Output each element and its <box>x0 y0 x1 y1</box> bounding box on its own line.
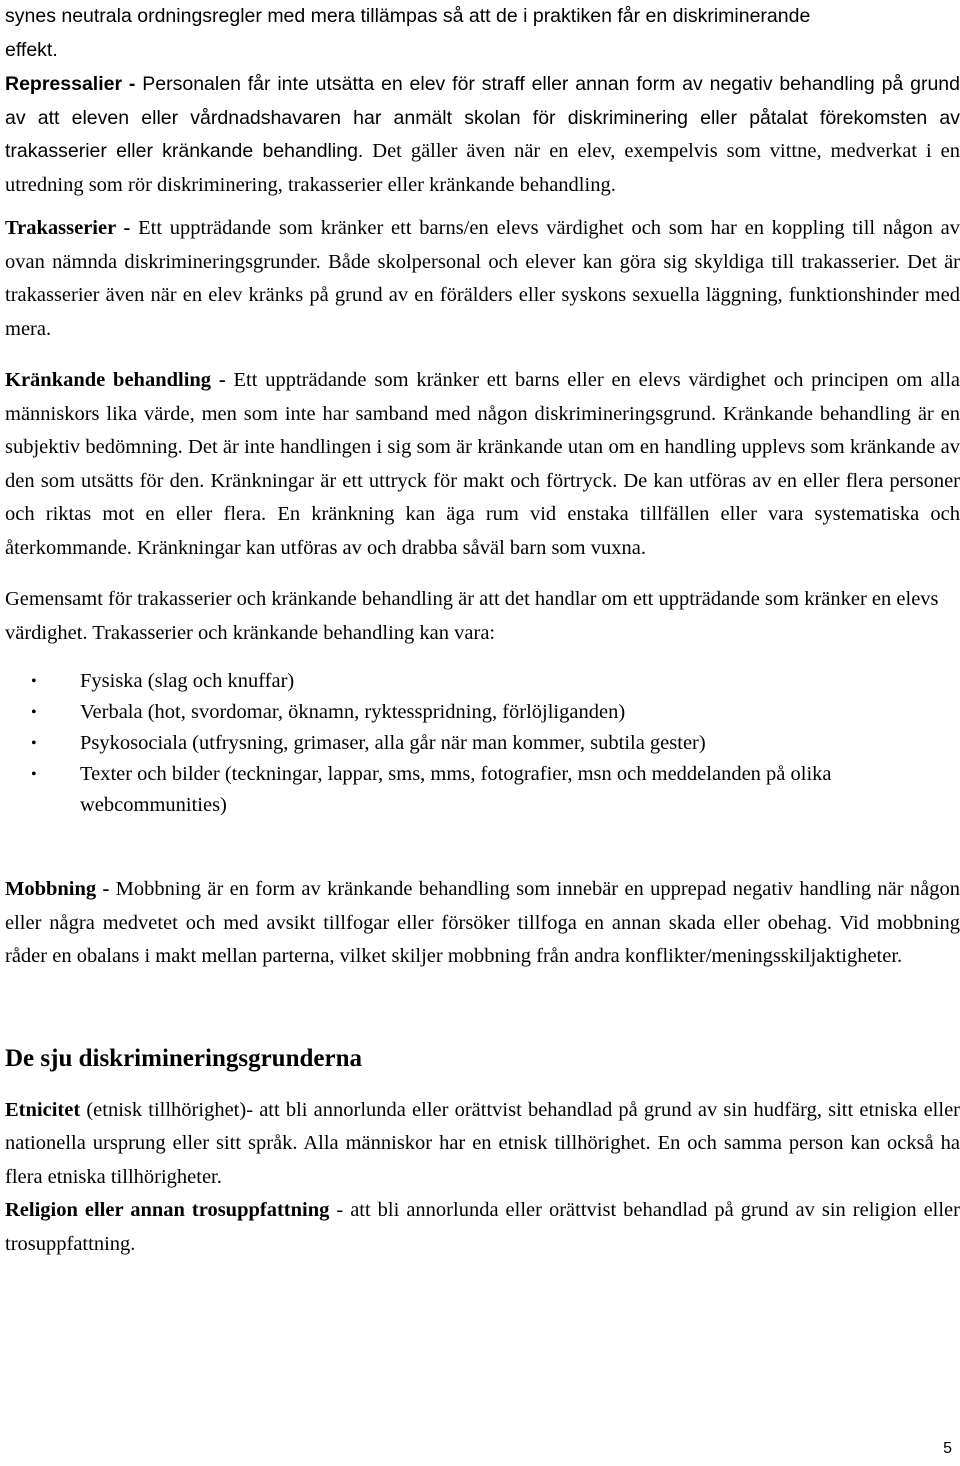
bullet-icon: • <box>31 766 37 783</box>
trakasserier-paragraph <box>5 212 960 346</box>
section-heading: De sju diskrimineringsgrunderna <box>5 1044 362 1072</box>
trakasserier-term: Trakasserier - <box>5 217 131 239</box>
etnicitet-body: (etnisk tillhörighet)- att bli annorlunda eller orättvist behandlad på grund av sin hudfärg, sitt etniska eller nationella ursprung eller sitt språk. Alla människor har en etnisk tillhörighet. En och samma person kan också ha flera etniska tillhörigheter. <box>5 1098 960 1188</box>
gemensamt-paragraph: Gemensamt för trakasserier och kränkande behandling är att det handlar om ett uppträdande som kränker en elevs värdighet. Trakasserier och kränkande behandling kan vara: <box>5 588 939 644</box>
krankande-body: Ett uppträdande som kränker ett barns eller en elevs värdighet och principen om alla människors lika värde, men som inte har samband med någon diskrimineringsgrund. Kränkande behandling är en subjektiv bedömning. Det är inte handlingen i sig som är kränkande utan om en handling upplevs som kränkande av den som utsätts för den. Kränkningar är ett uttryck för makt och förtryck. De kan utföras av en eller flera personer och riktas mot en eller flera. En kränkning kan äga rum vid enstaka tillfällen eller vara systematiska och återkommande. Kränkningar kan utföras av och drabba såväl barn som vuxna. <box>5 369 960 559</box>
etnicitet-paragraph <box>5 1094 960 1195</box>
list-item <box>31 666 960 697</box>
list-item-text: Texter och bilder (teckningar, lappar, sms, mms, fotografier, msn och meddelanden på olika webcommunities) <box>80 763 832 816</box>
list-item-text: Psykosociala (utfrysning, grimaser, alla går när man kommer, subtila gester) <box>80 732 706 754</box>
page-number: 5 <box>943 1440 952 1457</box>
document-page <box>5 0 960 1261</box>
behavior-list <box>5 666 960 821</box>
repressalier-body-serif: Det gäller även när en elev, exempelvis som vittne, medverkat i en utredning som rör diskriminering, trakasserier eller kränkande behandling. <box>5 140 960 196</box>
krankande-term: Kränkande behandling - <box>5 369 226 391</box>
etnicitet-term: Etnicitet <box>5 1098 81 1121</box>
religion-term: Religion eller annan trosuppfattning <box>5 1199 330 1221</box>
list-item-text: Verbala (hot, svordomar, öknamn, ryktesspridning, förlöjliganden) <box>80 701 626 723</box>
krankande-paragraph <box>5 364 960 565</box>
bullet-icon: • <box>31 735 37 752</box>
religion-paragraph <box>5 1194 960 1261</box>
list-item <box>31 759 960 821</box>
bullet-icon: • <box>31 704 37 721</box>
bullet-icon: • <box>31 673 37 690</box>
religion-body: - att bli annorlunda eller orättvist behandlad på grund av sin religion eller trosuppfattning. <box>5 1199 960 1255</box>
list-item <box>31 697 960 728</box>
trakasserier-body: Ett uppträdande som kränker ett barns/en elevs värdighet och som har en koppling till någon av ovan nämnda diskrimineringsgrunder. Både skolpersonal och elever kan göra sig skyldiga till trakasserier. Det är trakasserier även när en elev kränks på grund av en förälders eller syskons sexuella läggning, funktionshinder med mera. <box>5 217 960 340</box>
list-item <box>31 728 960 759</box>
mobbning-body: Mobbning är en form av kränkande behandling som innebär en upprepad negativ handling när någon eller några medvetet och med avsikt tillfogar eller försöker tillfoga en annan skada eller obehag. Vid mobbning råder en obalans i makt mellan parterna, vilket skiljer mobbning från andra konflikter/meningsskiljaktigheter. <box>5 878 960 967</box>
repressalier-body-sans: Personalen får inte utsätta en elev för straff eller annan form av negativ behandling på grund av att eleven eller vårdnadshavaren har anmält skolan för diskriminering eller påtalat förekomsten av trakasserier eller kränkande behandling. <box>5 73 960 162</box>
intro-paragraph <box>5 0 960 67</box>
intro-line-1: synes neutrala ordningsregler med mera tillämpas så att de i praktiken får en diskriminerande <box>5 5 811 27</box>
repressalier-paragraph <box>5 68 960 202</box>
mobbning-term: Mobbning - <box>5 878 110 900</box>
repressalier-term: Repressalier - <box>5 73 136 95</box>
intro-line-2: effekt. <box>5 38 58 61</box>
mobbning-paragraph <box>5 873 960 974</box>
list-item-text: Fysiska (slag och knuffar) <box>80 670 295 692</box>
